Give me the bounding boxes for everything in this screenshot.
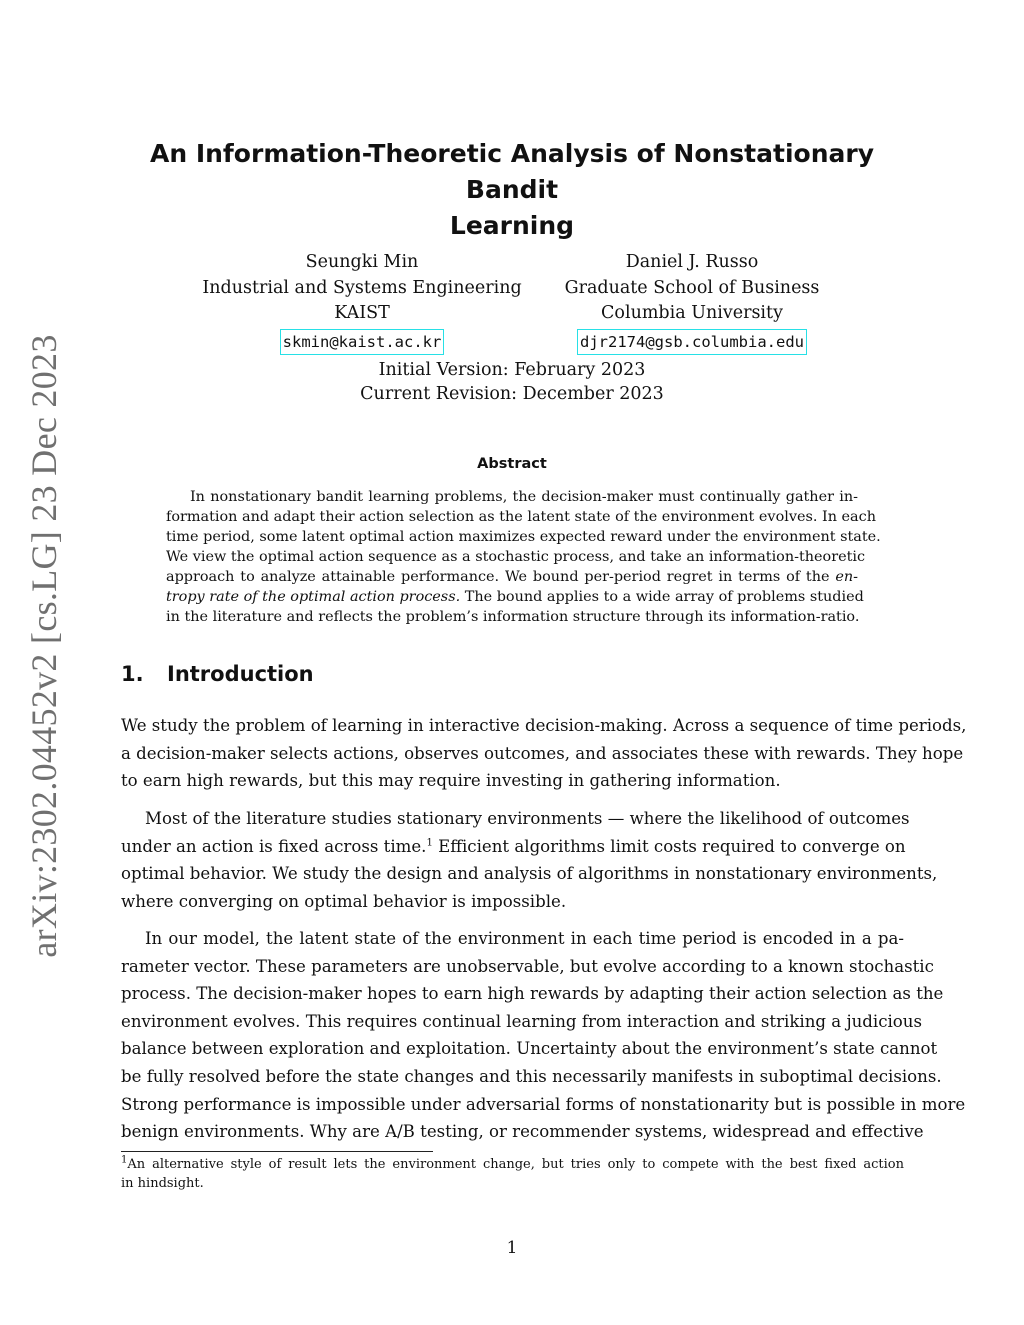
page-number: 1 [506,1238,518,1258]
body-line-text: under an action is fixed across time. [121,836,427,856]
abstract-italic-text: tropy rate of the optimal action process. [166,589,461,605]
footnote-line: in hindsight. [121,1176,204,1191]
footnote-text: An alternative style of result lets the environment change, but tries only to compete with the best fixed action [127,1157,904,1172]
paragraph-1 [121,712,967,795]
author-email-link[interactable]: skmin@kaist.ac.kr [280,329,445,355]
footnote-line [121,1155,904,1174]
body-line: optimal behavior. We study the design and analysis of algorithms in nonstationary environments, [121,864,938,884]
body-line: In our model, the latent state of the environment in each time period is encoded in a pa- [145,929,904,948]
footnote-marker: 1 [121,1154,128,1166]
body-line: balance between exploration and exploitation. Uncertainty about the environment’s state cannot [121,1039,938,1059]
author-name: Daniel J. Russo [625,252,759,272]
body-line: We study the problem of learning in interactive decision-making. Across a sequence of time periods, [121,716,967,735]
body-line: Strong performance is impossible under adversarial forms of nonstationarity but is possible in more [121,1094,966,1114]
author-block-2 [552,250,832,355]
abstract-line-text: The bound applies to a wide array of problems studied [460,589,864,605]
author-block-1 [192,250,532,355]
section-title: Introduction [167,662,314,686]
initial-version-date: Initial Version: February 2023 [378,360,646,380]
body-line: be fully resolved before the state changes and this necessarily manifests in suboptimal decisions. [121,1066,942,1086]
body-line: Most of the literature studies stationary environments — where the likelihood of outcomes [145,809,910,828]
title-line-2: Learning [449,211,575,240]
current-revision-date: Current Revision: December 2023 [360,384,664,404]
section-heading-introduction [121,662,314,686]
body-line: environment evolves. This requires continual learning from interaction and striking a judicious [121,1011,922,1031]
paragraph-2 [121,805,938,915]
abstract-line: formation and adapt their action selection as the latent state of the environment evolves. In each [166,509,876,525]
title-line-1: An Information-Theoretic Analysis of Nonstationary Bandit [149,139,874,204]
footnote [121,1155,904,1193]
body-line: a decision-maker selects actions, observes outcomes, and associates these with rewards. They hope [121,743,964,763]
abstract-body [166,487,881,627]
author-department: Industrial and Systems Engineering [202,277,522,298]
arxiv-identifier-stamp: arXiv:2302.04452v2 [cs.LG] 23 Dec 2023 [24,334,64,958]
version-dates [262,358,762,406]
abstract-line [166,567,858,587]
abstract-line: We view the optimal action sequence as a stochastic process, and take an information-theoretic [166,549,866,565]
author-name: Seungki Min [305,252,419,272]
abstract-line: time period, some latent optimal action maximizes expected reward under the environment state. [166,529,881,545]
abstract-line: in the literature and reflects the problem’s information structure through its information-ratio. [166,609,860,625]
footnote-divider [121,1151,433,1152]
abstract-line: In nonstationary bandit learning problems, the decision-maker must continually gather in- [190,489,858,505]
author-department: Graduate School of Business [564,277,820,298]
abstract-line-text: approach to analyze attainable performance. We bound per-period regret in terms of the [166,569,830,585]
author-email-link[interactable]: djr2174@gsb.columbia.edu [577,329,807,355]
body-line: benign environments. Why are A/B testing, or recommender systems, widespread and effective [121,1122,924,1142]
body-line: process. The decision-maker hopes to earn high rewards by adapting their action selection as the [121,984,944,1004]
abstract-line [166,587,864,607]
footnote-marker[interactable]: 1 [426,837,433,849]
paper-title [100,136,924,244]
body-line [121,833,904,861]
abstract-italic-text: en- [835,569,859,585]
body-line: to earn high rewards, but this may require investing in gathering information. [121,771,781,791]
section-number: 1. [121,662,144,686]
paragraph-3 [121,925,966,1146]
body-line-text: Efficient algorithms limit costs required to converge on [432,836,906,856]
author-institution: KAIST [334,303,390,324]
body-line: rameter vector. These parameters are unobservable, but evolve according to a known stochastic [121,956,934,976]
abstract-heading: Abstract [477,456,547,472]
author-institution: Columbia University [601,303,783,324]
body-line: where converging on optimal behavior is impossible. [121,891,567,911]
